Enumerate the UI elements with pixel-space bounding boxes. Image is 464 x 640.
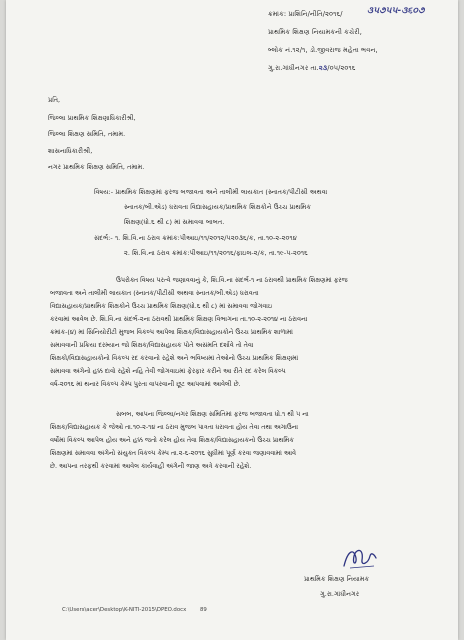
recipient-line-3: શાસનાધિકારીશ્રી, (48, 147, 93, 155)
paragraph-1 (50, 274, 430, 391)
subject-line-3: શિક્ષણ(ધો.૬ થી ૮) માં સમાવવા બાબત. (124, 218, 225, 226)
paragraph-2 (50, 408, 430, 473)
letter-page (6, 0, 458, 640)
subject-line-1: વિષય:- પ્રાથમિક શિક્ષણમાં ફરજ બજાવતા અને તાલીમી લાયકાત (સ્નાતક/પીટીસી અથવા (94, 188, 328, 196)
paragraph-1-line: કરવામાં આવેલ છે. શિ.વિ.ના સંદર્ભ-૨ના ઠરાવથી પ્રાથમિક શિક્ષણ વિભાગના તા.૧૦-૨-૨૦૧૪ ના ઠરાવના (50, 315, 308, 323)
paragraph-2-line: સબબ, આપના જિલ્લા/નગર શિક્ષણ સમિતિમાં ફરજ બજાવતા ધો.૧ થી ૫ ના (116, 410, 309, 418)
paragraph-2-line: શિક્ષણમાં સમાવવા અંગેનો સંયુક્ત વિકલ્પ કેમ્પ તા.૨-૬-૨૦૧૬ સુધીમાં પૂર્ણ કરવા જણાવવામાં આવે (50, 449, 297, 457)
signature-scribble (340, 544, 380, 572)
signature-title: પ્રાથમિક શિક્ષણ નિયામક (304, 575, 370, 583)
reference-2: ૨. શિ.વિ.ના ઠરાવ ક્રમાંક:પીઆઇ/૧૧/૨૦૧૬/ફાઇલ-૨/ક, તા.૧૯-૫-૨૦૧૬ (124, 249, 308, 257)
recipient-line-1: જિલ્લા પ્રાથમિક શિક્ષણાધિકારીશ્રી, (48, 114, 136, 122)
office-name: પ્રાથમિક શિક્ષણ નિયામકની કચેરી, (268, 28, 362, 36)
paragraph-1-line: સમાવવા અંગેનો હક્ક દાવો રહેશે નહિ તેવી જોગવાઇમાં ફેરફાર કરીને આ રીતે રદ કરેલ વિકલ્પ (50, 367, 286, 375)
signature-place: ગુ.રા.ગાંધીનગર (320, 590, 360, 598)
paragraph-1-line: શિક્ષકો/વિદ્યાસહાયકોનો વિકલ્પ રદ કરવાનો રહેશે અને ભવિષ્યમાં તેઓનો ઉચ્ચ પ્રાથમિક શિક્ષણમાં (50, 354, 299, 362)
recipient-to: પ્રતિ, (48, 96, 61, 104)
recipient-line-2: જિલ્લા શિક્ષણ સમિતિ, તમામ. (48, 130, 126, 138)
paragraph-1-line: ક્રમાંક-(૪) માં સિનિયોરીટી મુજબ વિકલ્પ આપેલા શિક્ષક/વિદ્યાસહાયકોને ઉચ્ચ પ્રાથમિક શાળામાં (50, 328, 293, 336)
paragraph-2-line: શિક્ષક/વિદ્યાસહાયક કે જેઓ તા.૧૦-૨-૧૪ ના ઠરાવ મુજબ પાત્રતા ધરાવતા હોય તેવા તથા અગાઉના (50, 423, 299, 431)
place-date-suffix: /૦૫/૨૦૧૬ (327, 64, 356, 72)
subject-line-2: સ્નાતક/બી.એડ) ધરાવતા વિદ્યાસહાયક/પ્રાથમિક શિક્ષકોને ઉચ્ચ પ્રાથમિક (124, 203, 311, 211)
handwritten-date: ૨૩ (318, 64, 328, 72)
paragraph-1-line: વિદ્યાસહાયક/પ્રાથમિક શિક્ષકોને ઉચ્ચ પ્રાથમિક શિક્ષણ(ધો.૬ થી ૮) માં સમાવવા જોગવાઇ (50, 302, 273, 310)
paragraph-2-line: વર્ષોમાં વિકલ્પ આપેલ હોય અને હક્ક જતો કરેલ હોય તેવા શિક્ષક/વિદ્યાસહાયકનો ઉચ્ચ પ્રાથમિક (50, 436, 294, 444)
paragraph-1-line: સમાવવાની પ્રક્રિયા દરમ્યાન જો શિક્ષક/વિદ્યાસહાયક પોતે અસંમતિ દર્શાવે તો તેવા (50, 341, 254, 349)
recipient-line-4: નગર પ્રાથમિક શિક્ષણ સમિતિ, તમામ. (48, 163, 145, 171)
paragraph-1-line: ઉપરોક્ત વિષય પરત્વે જણાવવાનું કે, શિ.વિ.ના સંદર્ભ-૧ ના ઠરાવથી પ્રાથમિક શિક્ષણમાં ફરજ (116, 276, 348, 284)
reference-number (268, 10, 343, 18)
reference-1: સંદર્ભ:- ૧. શિ.વિ.ના ઠરાવ ક્રમાંક:પીઆઇ/૧૧/૨૦૧૨/૫૨૦૩૬/ક, તા.૧૦-૨-૨૦૧૪ (94, 234, 297, 242)
paragraph-1-line: બજાવતા અને તાલીમી લાયકાત (સ્નાતક/પીટીસી અથવા સ્નાતક/બી.એડ) ધરાવતા (50, 289, 259, 297)
footer-page-number: 89 (200, 607, 207, 613)
paragraph-2-line: છે. આપના તરફથી કરવામાં આવેલ કાર્યવાહી અંગેની જાણ અત્રે કરવાની રહેશે. (50, 462, 252, 470)
office-address: બ્લોક નં.૧૨/૧, ડો.જીવરાજ મહેતા ભવન, (268, 46, 378, 54)
place-date (268, 64, 356, 72)
paragraph-1-line: વર્ષ-૨૦૧૬ માં થનાર વિકલ્પ કેમ્પ પુરતા વાપરવાની છૂટ આપવામાં આવેલી છે. (50, 380, 241, 388)
place-date-prefix: ગુ.રા.ગાંધીનગર તા. (268, 64, 319, 72)
footer-file-path: C:\Users\acer\Desktop\K-NITI-2015\DPEO.docx (62, 607, 187, 613)
reference-prefix: ક્રમાંક: પ્રાશિનિ/નીતિ/૨૦૧૬/ (268, 10, 343, 18)
reference-stamp: ૩૫૭૫૫-૩૬૦૭ (367, 6, 425, 16)
